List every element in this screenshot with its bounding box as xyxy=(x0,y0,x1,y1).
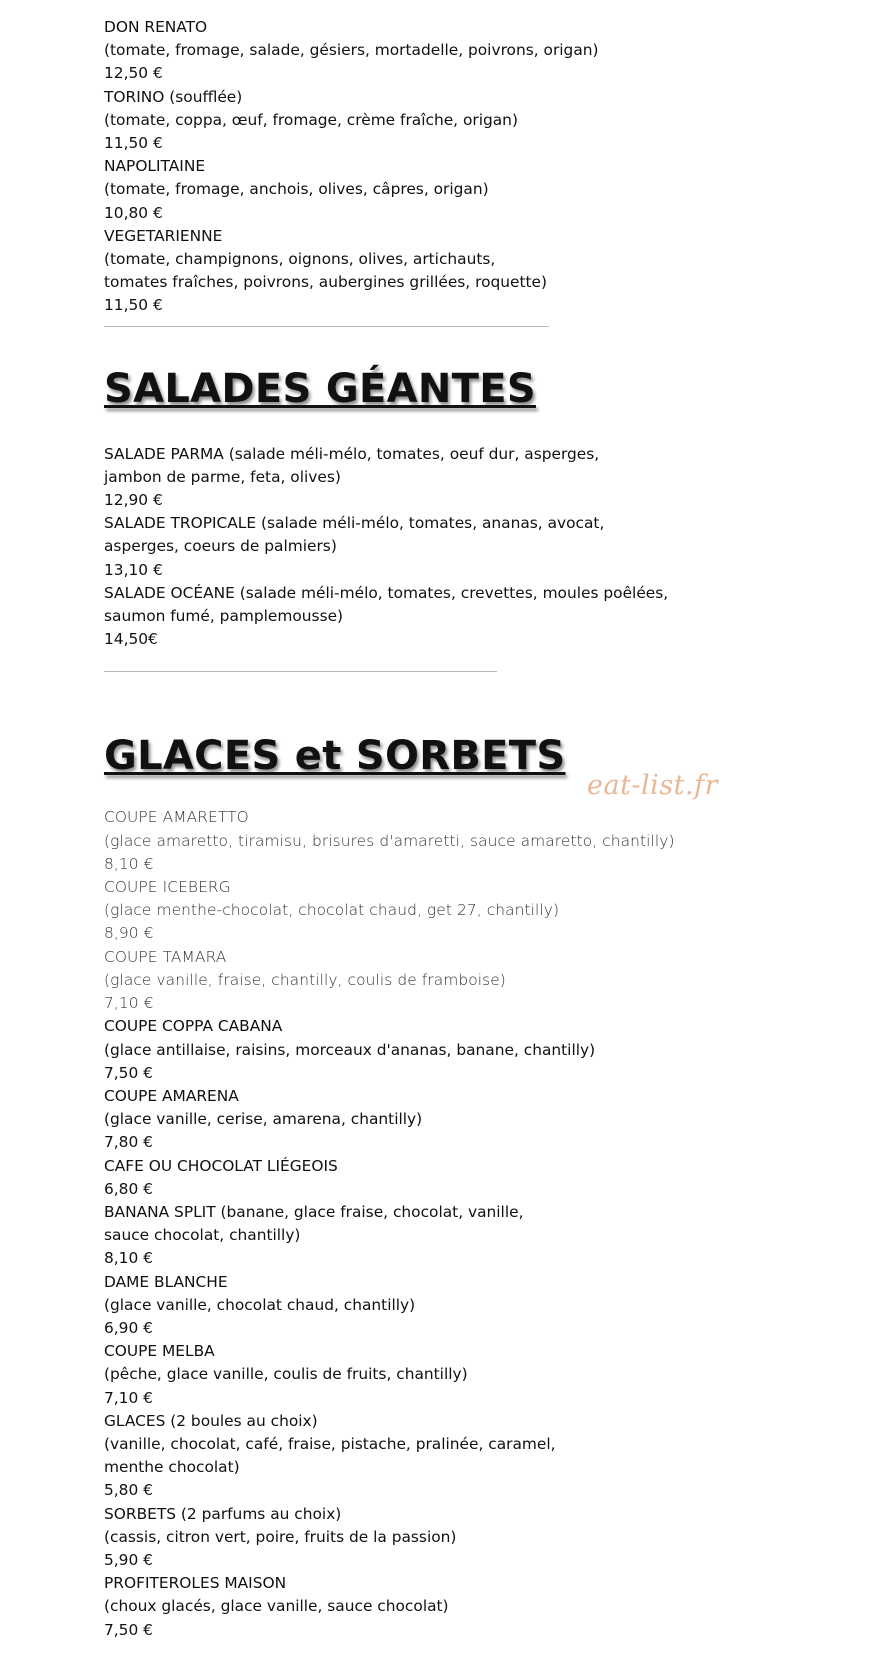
item-description: (vanille, chocolat, café, fraise, pistache, pralinée, caramel, xyxy=(104,1434,556,1453)
item-name: SALADE TROPICALE (salade méli-mélo, tomates, ananas, avocat, xyxy=(104,514,605,533)
item-description: asperges, coeurs de palmiers) xyxy=(104,537,337,556)
item-price: 7,80 € xyxy=(104,1133,153,1152)
item-price: 7,10 € xyxy=(104,994,154,1013)
item-description: (pêche, glace vanille, coulis de fruits, chantilly) xyxy=(104,1365,468,1384)
item-description: (glace vanille, fraise, chantilly, coulis de framboise) xyxy=(104,970,506,989)
item-description: tomates fraîches, poivrons, aubergines grillées, roquette) xyxy=(104,273,548,292)
item-description: (cassis, citron vert, poire, fruits de la passion) xyxy=(104,1527,457,1546)
item-description: (tomate, fromage, anchois, olives, câpres, origan) xyxy=(104,180,489,199)
menu-page xyxy=(104,16,824,1642)
item-price: 10,80 € xyxy=(104,203,163,222)
item-description: (choux glacés, glace vanille, sauce chocolat) xyxy=(104,1597,449,1616)
item-description: menthe chocolat) xyxy=(104,1458,240,1477)
item-price: 5,80 € xyxy=(104,1481,153,1500)
item-description: sauce chocolat, chantilly) xyxy=(104,1226,301,1245)
item-price: 7,50 € xyxy=(104,1620,153,1639)
section-divider xyxy=(104,326,549,327)
item-price: 6,80 € xyxy=(104,1179,153,1198)
item-name: COUPE COPPA CABANA xyxy=(104,1017,283,1036)
item-description: jambon de parme, feta, olives) xyxy=(104,467,341,486)
item-price: 14,50€ xyxy=(104,630,158,649)
glace-list xyxy=(104,806,824,1641)
item-description: (tomate, champignons, oignons, olives, artichauts, xyxy=(104,250,496,269)
item-price: 5,90 € xyxy=(104,1550,153,1569)
item-price: 13,10 € xyxy=(104,560,163,579)
item-description: (glace vanille, chocolat chaud, chantilly) xyxy=(104,1295,416,1314)
item-price: 11,50 € xyxy=(104,296,163,315)
item-description: (tomate, coppa, œuf, fromage, crème fraîche, origan) xyxy=(104,110,518,129)
item-name: DON RENATO xyxy=(104,18,208,36)
item-name: COUPE TAMARA xyxy=(104,947,227,966)
item-name: COUPE AMARETTO xyxy=(104,808,249,827)
item-name: CAFE OU CHOCOLAT LIÉGEOIS xyxy=(104,1156,338,1175)
salades-heading: SALADES GÉANTES xyxy=(104,365,536,412)
item-name: BANANA SPLIT (banane, glace fraise, chocolat, vanille, xyxy=(104,1202,524,1221)
item-price: 8,90 € xyxy=(104,924,154,943)
item-name: DAME BLANCHE xyxy=(104,1272,228,1291)
item-price: 11,50 € xyxy=(104,134,163,153)
item-price: 7,50 € xyxy=(104,1063,153,1082)
item-name: SALADE PARMA (salade méli-mélo, tomates, oeuf dur, asperges, xyxy=(104,444,600,463)
item-name: SALADE OCÉANE (salade méli-mélo, tomates, crevettes, moules poêlées, xyxy=(104,583,669,602)
item-description: (glace menthe-chocolat, chocolat chaud, get 27, chantilly) xyxy=(104,901,560,920)
item-name: VEGETARIENNE xyxy=(104,226,223,245)
item-name: PROFITEROLES MAISON xyxy=(104,1574,287,1593)
item-description: (glace amaretto, tiramisu, brisures d'amaretti, sauce amaretto, chantilly) xyxy=(104,831,675,850)
item-description: (glace antillaise, raisins, morceaux d'ananas, banane, chantilly) xyxy=(104,1040,596,1059)
item-price: 8,10 € xyxy=(104,854,154,873)
item-price: 7,10 € xyxy=(104,1388,153,1407)
item-name: COUPE MELBA xyxy=(104,1342,215,1361)
watermark-text: eat-list.fr xyxy=(587,770,719,801)
salade-list xyxy=(104,443,824,652)
item-name: COUPE AMARENA xyxy=(104,1086,239,1105)
item-price: 6,90 € xyxy=(104,1318,153,1337)
item-price: 8,10 € xyxy=(104,1249,153,1268)
item-price: 12,90 € xyxy=(104,491,163,510)
item-price: 12,50 € xyxy=(104,64,163,83)
item-name: TORINO (soufflée) xyxy=(104,87,243,106)
item-description: (tomate, fromage, salade, gésiers, mortadelle, poivrons, origan) xyxy=(104,41,599,60)
item-name: SORBETS (2 parfums au choix) xyxy=(104,1504,342,1523)
section-divider xyxy=(104,671,497,672)
pizza-list xyxy=(104,16,824,318)
glaces-heading: GLACES et SORBETS xyxy=(104,733,566,780)
item-name: NAPOLITAINE xyxy=(104,157,206,176)
item-description: saumon fumé, pamplemousse) xyxy=(104,607,344,626)
item-description: (glace vanille, cerise, amarena, chantilly) xyxy=(104,1110,423,1129)
item-name: GLACES (2 boules au choix) xyxy=(104,1411,318,1430)
item-name: COUPE ICEBERG xyxy=(104,878,231,897)
